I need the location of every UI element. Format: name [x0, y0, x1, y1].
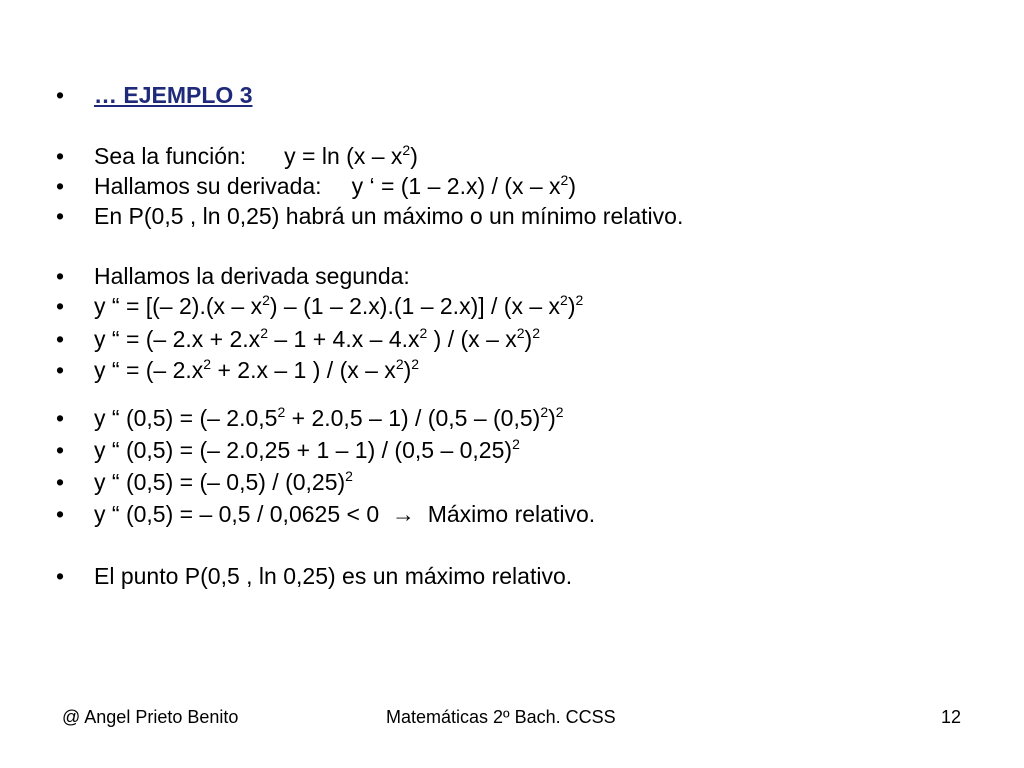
bullet: • — [56, 501, 65, 527]
bullet: • — [56, 563, 65, 589]
arrow-right-icon: → — [391, 501, 415, 527]
bullet: • — [56, 469, 65, 495]
derivative-text: Hallamos su derivada: y ‘ = $(1 - 2.x) / (x - x^2)$ — [94, 172, 577, 199]
bullet: • — [56, 293, 65, 319]
bullet: • — [56, 143, 65, 169]
equation-text: y “ = (– $2.x^2 + 2.x - 1$ ) / $(x - x^2)^2$ — [94, 356, 420, 383]
equation-text: y “ = (– $2.x + 2.x^2 - 1 + 4.x - 4.x^2$ ) / $(x - x^2)^2$ — [94, 325, 541, 352]
footer-course: Matemáticas 2º Bach. CCSS — [386, 707, 616, 727]
critical-point-text: En P(0,5 , ln 0,25) habrá un máximo o un mínimo relativo. — [94, 203, 684, 229]
equation-text: y “ (0,5) = (– $0,5) / (0,25)^2$ — [94, 468, 353, 495]
bullet: • — [56, 357, 65, 383]
bullet: • — [56, 405, 65, 431]
second-derivative-heading-text: Hallamos la derivada segunda: — [94, 263, 410, 289]
equation-text: y “ = [(– $2).(x - x^2) - (1 - 2.x).(1 - 2.x)] / (x - x^2)^2$ — [94, 292, 584, 319]
slide-title: … EJEMPLO 3 — [94, 82, 253, 108]
footer-page-number: 12 — [941, 707, 962, 727]
footer-author: @ Angel Prieto Benito — [62, 707, 239, 727]
conclusion-text: El punto P(0,5 , ln 0,25) es un máximo relativo. — [94, 563, 573, 589]
bullet: • — [56, 326, 65, 352]
bullet: • — [56, 82, 65, 108]
equation-text: y “ (0,5) = (– $2.0,5^2 + 2.0,5 - 1) / (0,5 - (0,5)^2)^2$ — [94, 404, 564, 431]
equation-text: y “ (0,5) = – 0,5 / 0,0625 < 0 → Máximo relativo. — [94, 501, 596, 527]
bullet: • — [56, 437, 65, 463]
bullet: • — [56, 263, 65, 289]
equation-text: y “ (0,5) = (– 2.0,25 + 1 – 1) / (0,5 – 0,25)$^2$ — [94, 436, 520, 463]
function-text: Sea la función: $y = \ln (x - x^2)$ — [94, 142, 418, 169]
bullet: • — [56, 203, 65, 229]
bullet: • — [56, 173, 65, 199]
